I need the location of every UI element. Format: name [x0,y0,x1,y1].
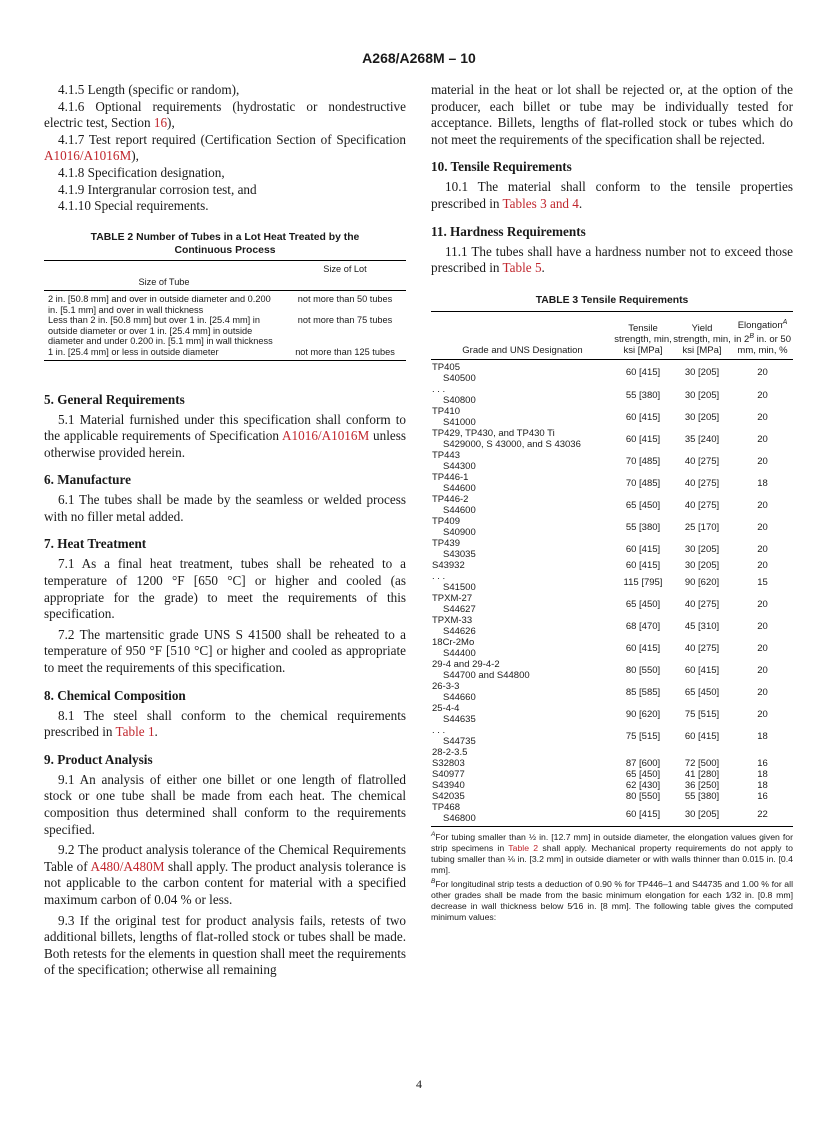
para-5-1: 5.1 Material furnished under this specification shall conform to the applicable requirements of Specification A1016/A1016M unless otherwise provided herein. [44,411,406,460]
table-3 [431,294,793,923]
table-row: Less than 2 in. [50.8 mm] but over 1 in. [25.4 mm] in outside diameter or over 1 in. [25.4 mm] in outside diameter and under 0.200 in. [5.1 mm] in wall thickness not more than 75 tubes [48,315,393,347]
section-10-heading: 10. Tensile Requirements [431,159,572,175]
a1016-link[interactable]: A1016/A1016M [44,148,132,164]
table-row: 18Cr-2Mo S44400 60 [415] 40 [275] 20 [432,637,768,660]
section-9-heading: 9. Product Analysis [44,751,153,767]
a1016-link-2[interactable]: A1016/A1016M [282,428,370,444]
item-4-1-10: 4.1.10 Special requirements. [58,198,209,214]
item-4-1-6: 4.1.6 Optional requirements (hydrostatic or nondestructive electric test, Section 16), [44,98,406,131]
table-3-header: Grade and UNS Designation Tensile strength, min, ksi [MPa] Yield strength, min, ksi [MPa] Elongation$^A$ in $2^B$ in. or 50 mm, min, % [431,312,793,360]
table-row: 29-4 and 29-4-2 S44700 and S44800 80 [550] 60 [415] 20 [432,659,768,682]
para-9-3-continued: material in the heat or lot shall be rejected or, at the option of the producer, each billet or tube may be individually tested for acceptance. Billets, lengths of flat-rolled stock or tubes which do not meet the requirements of the specification shall be rejected. [431,82,793,147]
table-row: TP409 S40900 55 [380] 25 [170] 20 [432,516,768,539]
para-9-1: 9.1 An analysis of either one billet or one length of flatrolled stock or one tube shall be made from each heat. The chemical composition thus determined shall conform to the requirements specified. [44,771,406,837]
right-column [431,82,793,923]
table-2 [44,231,406,361]
table-row: . . . S41500 115 [795] 90 [620] 15 [432,571,768,594]
table-row: . . . S44735 75 [515] 60 [415] 18 [432,725,768,748]
item-4-1-5: 4.1.5 Length (specific or random), [58,82,240,97]
section-16-link[interactable]: 16 [153,115,168,131]
tables-3-4-link[interactable]: Tables 3 and 4 [502,195,579,211]
table-1-link[interactable]: Table 1 [115,724,155,740]
para-10-1: 10.1 The material shall conform to the tensile properties prescribed in Tables 3 and 4. [431,179,793,211]
para-7-2: 7.2 The martensitic grade UNS S 41500 shall be reheated to a temperature of 950 °F [510 °C] or higher and cooled as appropriate to meet the requirements of this specification. [44,626,406,676]
table-2-col-lot: Size of Lot [323,263,367,274]
a480-link[interactable]: A480/A480M [90,858,165,874]
para-11-1: 11.1 The tubes shall have a hardness number not to exceed those prescribed in Table 5. [431,243,793,276]
table-row: TP446-1 S44600 70 [485] 40 [275] 18 [432,472,768,495]
table-row: S42035 80 [550] 55 [380] 16 [432,791,768,803]
section-11-heading: 11. Hardness Requirements [431,223,586,239]
table-row: TP439 S43035 60 [415] 30 [205] 20 [432,538,768,561]
item-4-1-7: 4.1.7 Test report required (Certification Section of Specification A1016/A1016M), [44,131,406,164]
table-row: S43940 62 [430] 36 [250] 18 [432,780,768,792]
left-column [44,82,406,979]
item-4-1-8: 4.1.8 Specification designation, [58,164,225,180]
footnote-b: $^B$For longitudinal strip tests a deduction of 0.90 % for TP446–1 and S44735 and 1.00 % for all other grades shall be made from the basic minimum elongation for each 1⁄32 in. [0.8 mm] decrease in wall thickness below 5⁄16 in. [8 mm]. The following table gives the computed minimum values: [431,877,793,922]
table-row: TP429, TP430, and TP430 Ti S429000, S 43000, and S 43036 60 [415] 35 [240] 20 [432,428,768,451]
table-row: S40977 65 [450] 41 [280] 18 [432,769,768,781]
table-row: TP446-2 S44600 65 [450] 40 [275] 20 [432,494,768,517]
para-9-2: 9.2 The product analysis tolerance of the Chemical Requirements Table of A480/A480M shall apply. The product analysis tolerance is not applicable to the carbon content for material with a specified maximum carbon of 0.04 % or less. [44,842,406,907]
table-row: TPXM-33 S44626 68 [470] 45 [310] 20 [432,615,768,638]
section-6-heading: 6. Manufacture [44,472,131,488]
table-row: 2 in. [50.8 mm] and over in outside diameter and 0.200 in. [5.1 mm] and over in wall thickness not more than 50 tubes [48,293,393,315]
footnote-a: $^A$For tubing smaller than ½ in. [12.7 mm] in outside diameter, the elongation values given for strip specimens in Table 2 shall apply. Mechanical property requirements do not apply to tubing smaller than ⅛ in. [3.2 mm] in outside diameter or with walls thinner than 0.015 in. [0.4 mm]. [431,831,793,875]
item-4-1-9: 4.1.9 Intergranular corrosion test, and [58,181,257,197]
table-2-title-line1: TABLE 2 Number of Tubes in a Lot Heat Treated by the [90,231,360,243]
para-7-1: 7.1 As a final heat treatment, tubes shall be reheated to a temperature of 1200 °F [650 °C] or higher and cooled (as appropriate for the grade) to meet the requirements of this specification. [44,556,406,622]
table-3-body [431,360,793,827]
table-3-title: TABLE 3 Tensile Requirements [535,294,689,306]
section-5-heading: 5. General Requirements [44,391,185,407]
table-row: S32803 87 [600] 72 [500] 16 [432,758,768,770]
table-2-col-tube: Size of Tube [44,274,284,290]
table-row: TP410 S41000 60 [415] 30 [205] 20 [432,406,768,429]
table-2-link[interactable]: Table 2 [508,842,539,853]
table-row: TPXM-27 S44627 65 [450] 40 [275] 20 [432,593,768,616]
table-row: 25-4-4 S44635 90 [620] 75 [515] 20 [432,703,768,726]
document-header: A268/A268M – 10 [362,50,476,66]
table-row: . . . S40800 55 [380] 30 [205] 20 [432,384,768,407]
para-8-1: 8.1 The steel shall conform to the chemical requirements prescribed in Table 1. [44,707,406,740]
table-row: 26-3-3 S44660 85 [585] 65 [450] 20 [432,681,768,704]
para-9-3: 9.3 If the original test for product analysis fails, retests of two additional billets, lengths of flat-rolled stock or tubes shall be made. Both retests for the elements in question shall meet the requirements of the specification; otherwise all remaining [44,912,406,978]
table-row: 28-2-3.5 [432,747,468,759]
page-number: 4 [416,1077,422,1091]
table-row: 1 in. [25.4 mm] or less in outside diameter not more than 125 tubes [44,347,406,360]
section-7-heading: 7. Heat Treatment [44,536,147,552]
table-row: TP443 S44300 70 [485] 40 [275] 20 [432,450,768,473]
table-row: TP468 S46800 60 [415] 30 [205] 22 [432,802,768,825]
table-row: S43932 60 [415] 30 [205] 20 [432,560,768,572]
table-row: TP405 S40500 60 [415] 30 [205] 20 [432,362,768,385]
table-2-title-line2: Continuous Process [174,244,276,256]
table-5-link[interactable]: Table 5 [502,260,542,276]
section-8-heading: 8. Chemical Composition [44,687,186,703]
para-6-1: 6.1 The tubes shall be made by the seamless or welded process with no filler metal added. [44,492,406,524]
